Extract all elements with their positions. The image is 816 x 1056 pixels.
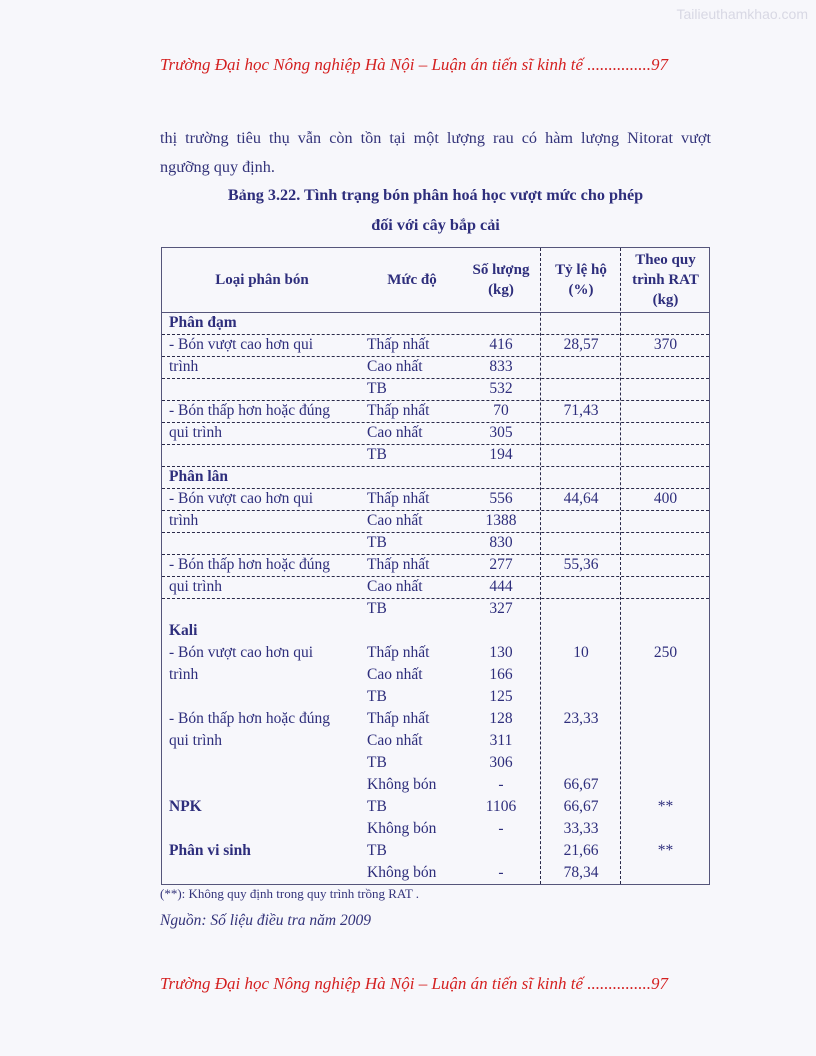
header-so-luong: Số lượng (kg) — [472, 262, 530, 298]
cell-so-luong: 305 — [489, 424, 513, 441]
table-row — [162, 796, 709, 818]
table-row — [162, 664, 709, 686]
cell-muc-do: TB — [367, 754, 387, 771]
header-rat: Theo quy trình RAT (kg) — [632, 252, 699, 308]
cell-muc-do: Không bón — [367, 820, 437, 837]
cell-so-luong: 311 — [489, 732, 513, 749]
cell-so-luong: - — [498, 864, 504, 881]
cell-muc-do: TB — [367, 688, 387, 705]
cell-muc-do: Thấp nhất — [367, 644, 430, 661]
cell-muc-do: Cao nhất — [367, 512, 423, 529]
table-row — [162, 554, 709, 577]
cell-ty-le-ho: 28,57 — [563, 336, 599, 353]
page-header: Trường Đại học Nông nghiệp Hà Nội – Luận án tiến sĩ kinh tế ...............97 — [160, 55, 669, 74]
cell-ty-le-ho: 21,66 — [563, 842, 599, 859]
cell-muc-do: Không bón — [367, 776, 437, 793]
cell-loai-phan-bon: - Bón thấp hơn hoặc đúng — [169, 710, 331, 727]
table-row — [162, 598, 709, 620]
cell-so-luong: - — [498, 776, 504, 793]
table-row — [162, 642, 709, 664]
cell-muc-do: Cao nhất — [367, 578, 423, 595]
cell-so-luong: 194 — [489, 446, 513, 463]
table-row — [162, 862, 709, 884]
cell-muc-do: TB — [367, 842, 387, 859]
cell-so-luong: 327 — [489, 600, 513, 617]
table-row — [162, 840, 709, 862]
table-row — [162, 334, 709, 357]
cell-loai-phan-bon: trình — [169, 512, 199, 529]
cell-so-luong: 556 — [489, 490, 513, 507]
cell-muc-do: Thấp nhất — [367, 556, 430, 573]
cell-so-luong: 1106 — [485, 798, 517, 815]
header-loai: Loại phân bón — [215, 272, 309, 288]
cell-ty-le-ho: 10 — [573, 644, 589, 661]
watermark: Tailieuthamkhao.com — [676, 6, 808, 22]
cell-muc-do: TB — [367, 446, 387, 463]
cell-ty-le-ho: 71,43 — [563, 402, 599, 419]
table-caption-subtitle: đối với cây bắp cải — [371, 216, 500, 234]
cell-muc-do: Thấp nhất — [367, 710, 430, 727]
cell-so-luong: 277 — [489, 556, 513, 573]
cell-so-luong: 532 — [489, 380, 513, 397]
table-row — [162, 752, 709, 774]
cell-muc-do: Không bón — [367, 864, 437, 881]
table-row — [162, 312, 709, 335]
cell-so-luong: 444 — [489, 578, 513, 595]
cell-ty-le-ho: 78,34 — [563, 864, 599, 881]
table-row — [162, 774, 709, 796]
cell-so-luong: 306 — [489, 754, 513, 771]
table-row — [162, 730, 709, 752]
cell-loai-phan-bon: - Bón vượt cao hơn qui — [169, 644, 314, 661]
table-row — [162, 708, 709, 730]
cell-so-luong: 833 — [489, 358, 513, 375]
cell-loai-phan-bon: - Bón thấp hơn hoặc đúng — [169, 556, 331, 573]
table-row — [162, 818, 709, 840]
cell-loai-phan-bon: Phân vi sinh — [169, 842, 251, 859]
cell-muc-do: Cao nhất — [367, 424, 423, 441]
cell-theo-quy-trinh-rat: 400 — [653, 490, 678, 507]
cell-so-luong: 416 — [489, 336, 513, 353]
cell-muc-do: Cao nhất — [367, 666, 423, 683]
page-footer: Trường Đại học Nông nghiệp Hà Nội – Luận án tiến sĩ kinh tế ...............97 — [160, 974, 669, 993]
table-note: (**): Không quy định trong quy trình trồng RAT . — [160, 886, 420, 901]
cell-muc-do: Thấp nhất — [367, 490, 430, 507]
cell-loai-phan-bon: qui trình — [169, 578, 222, 595]
cell-muc-do: Cao nhất — [367, 358, 423, 375]
cell-muc-do: TB — [367, 380, 387, 397]
cell-loai-phan-bon: trình — [169, 666, 199, 683]
cell-muc-do: Thấp nhất — [367, 402, 430, 419]
table-row — [162, 444, 709, 467]
cell-loai-phan-bon: qui trình — [169, 424, 222, 441]
cell-loai-phan-bon: Phân đạm — [169, 314, 237, 331]
cell-loai-phan-bon: - Bón thấp hơn hoặc đúng — [169, 402, 331, 419]
table-row — [162, 400, 709, 423]
body-paragraph — [160, 124, 711, 182]
cell-so-luong: 128 — [489, 710, 513, 727]
cell-loai-phan-bon: Phân lân — [169, 468, 229, 485]
cell-theo-quy-trinh-rat: ** — [657, 842, 674, 859]
table-row — [162, 378, 709, 401]
cell-loai-phan-bon: NPK — [169, 798, 202, 815]
table-row — [162, 576, 709, 599]
table-row — [162, 356, 709, 379]
cell-muc-do: Thấp nhất — [367, 336, 430, 353]
cell-muc-do: TB — [367, 600, 387, 617]
source-line: Nguồn: Số liệu điều tra năm 2009 — [160, 912, 371, 929]
cell-so-luong: 70 — [493, 402, 509, 419]
table-row — [162, 532, 709, 555]
table-row — [162, 488, 709, 511]
cell-ty-le-ho: 66,67 — [563, 798, 599, 815]
cell-loai-phan-bon: trình — [169, 358, 199, 375]
cell-so-luong: 130 — [489, 644, 513, 661]
paragraph-line: ngưỡng quy định. — [160, 158, 275, 176]
cell-loai-phan-bon: - Bón vượt cao hơn qui — [169, 490, 314, 507]
cell-loai-phan-bon: qui trình — [169, 732, 222, 749]
header-muc: Mức độ — [387, 272, 437, 288]
cell-ty-le-ho: 66,67 — [563, 776, 599, 793]
paragraph-line: thị trường tiêu thụ vẫn còn tồn tại một lượng rau có hàm lượng Nitorat vượt — [160, 129, 711, 147]
cell-so-luong: 830 — [489, 534, 513, 551]
cell-so-luong: 125 — [489, 688, 513, 705]
cell-loai-phan-bon: - Bón vượt cao hơn qui — [169, 336, 314, 353]
cell-ty-le-ho: 44,64 — [563, 490, 599, 507]
table-row — [162, 510, 709, 533]
cell-theo-quy-trinh-rat: ** — [657, 798, 674, 815]
cell-muc-do: TB — [367, 798, 387, 815]
header-ty-le: Tỷ lệ hộ (%) — [555, 262, 607, 298]
cell-ty-le-ho: 33,33 — [563, 820, 599, 837]
cell-ty-le-ho: 23,33 — [563, 710, 599, 727]
cell-loai-phan-bon: Kali — [169, 622, 198, 639]
table-row — [162, 422, 709, 445]
cell-ty-le-ho: 55,36 — [563, 556, 599, 573]
cell-muc-do: Cao nhất — [367, 732, 423, 749]
cell-so-luong: 166 — [489, 666, 513, 683]
cell-so-luong: 1388 — [485, 512, 517, 529]
cell-muc-do: TB — [367, 534, 387, 551]
cell-theo-quy-trinh-rat: 370 — [653, 336, 678, 353]
fertilizer-table — [161, 247, 710, 885]
cell-so-luong: - — [498, 820, 504, 837]
cell-theo-quy-trinh-rat: 250 — [653, 644, 678, 661]
table-row — [162, 686, 709, 708]
table-row — [162, 620, 709, 642]
table-caption: Bảng 3.22. Tình trạng bón phân hoá học vượt mức cho phép — [227, 186, 644, 204]
table-row — [162, 466, 709, 489]
